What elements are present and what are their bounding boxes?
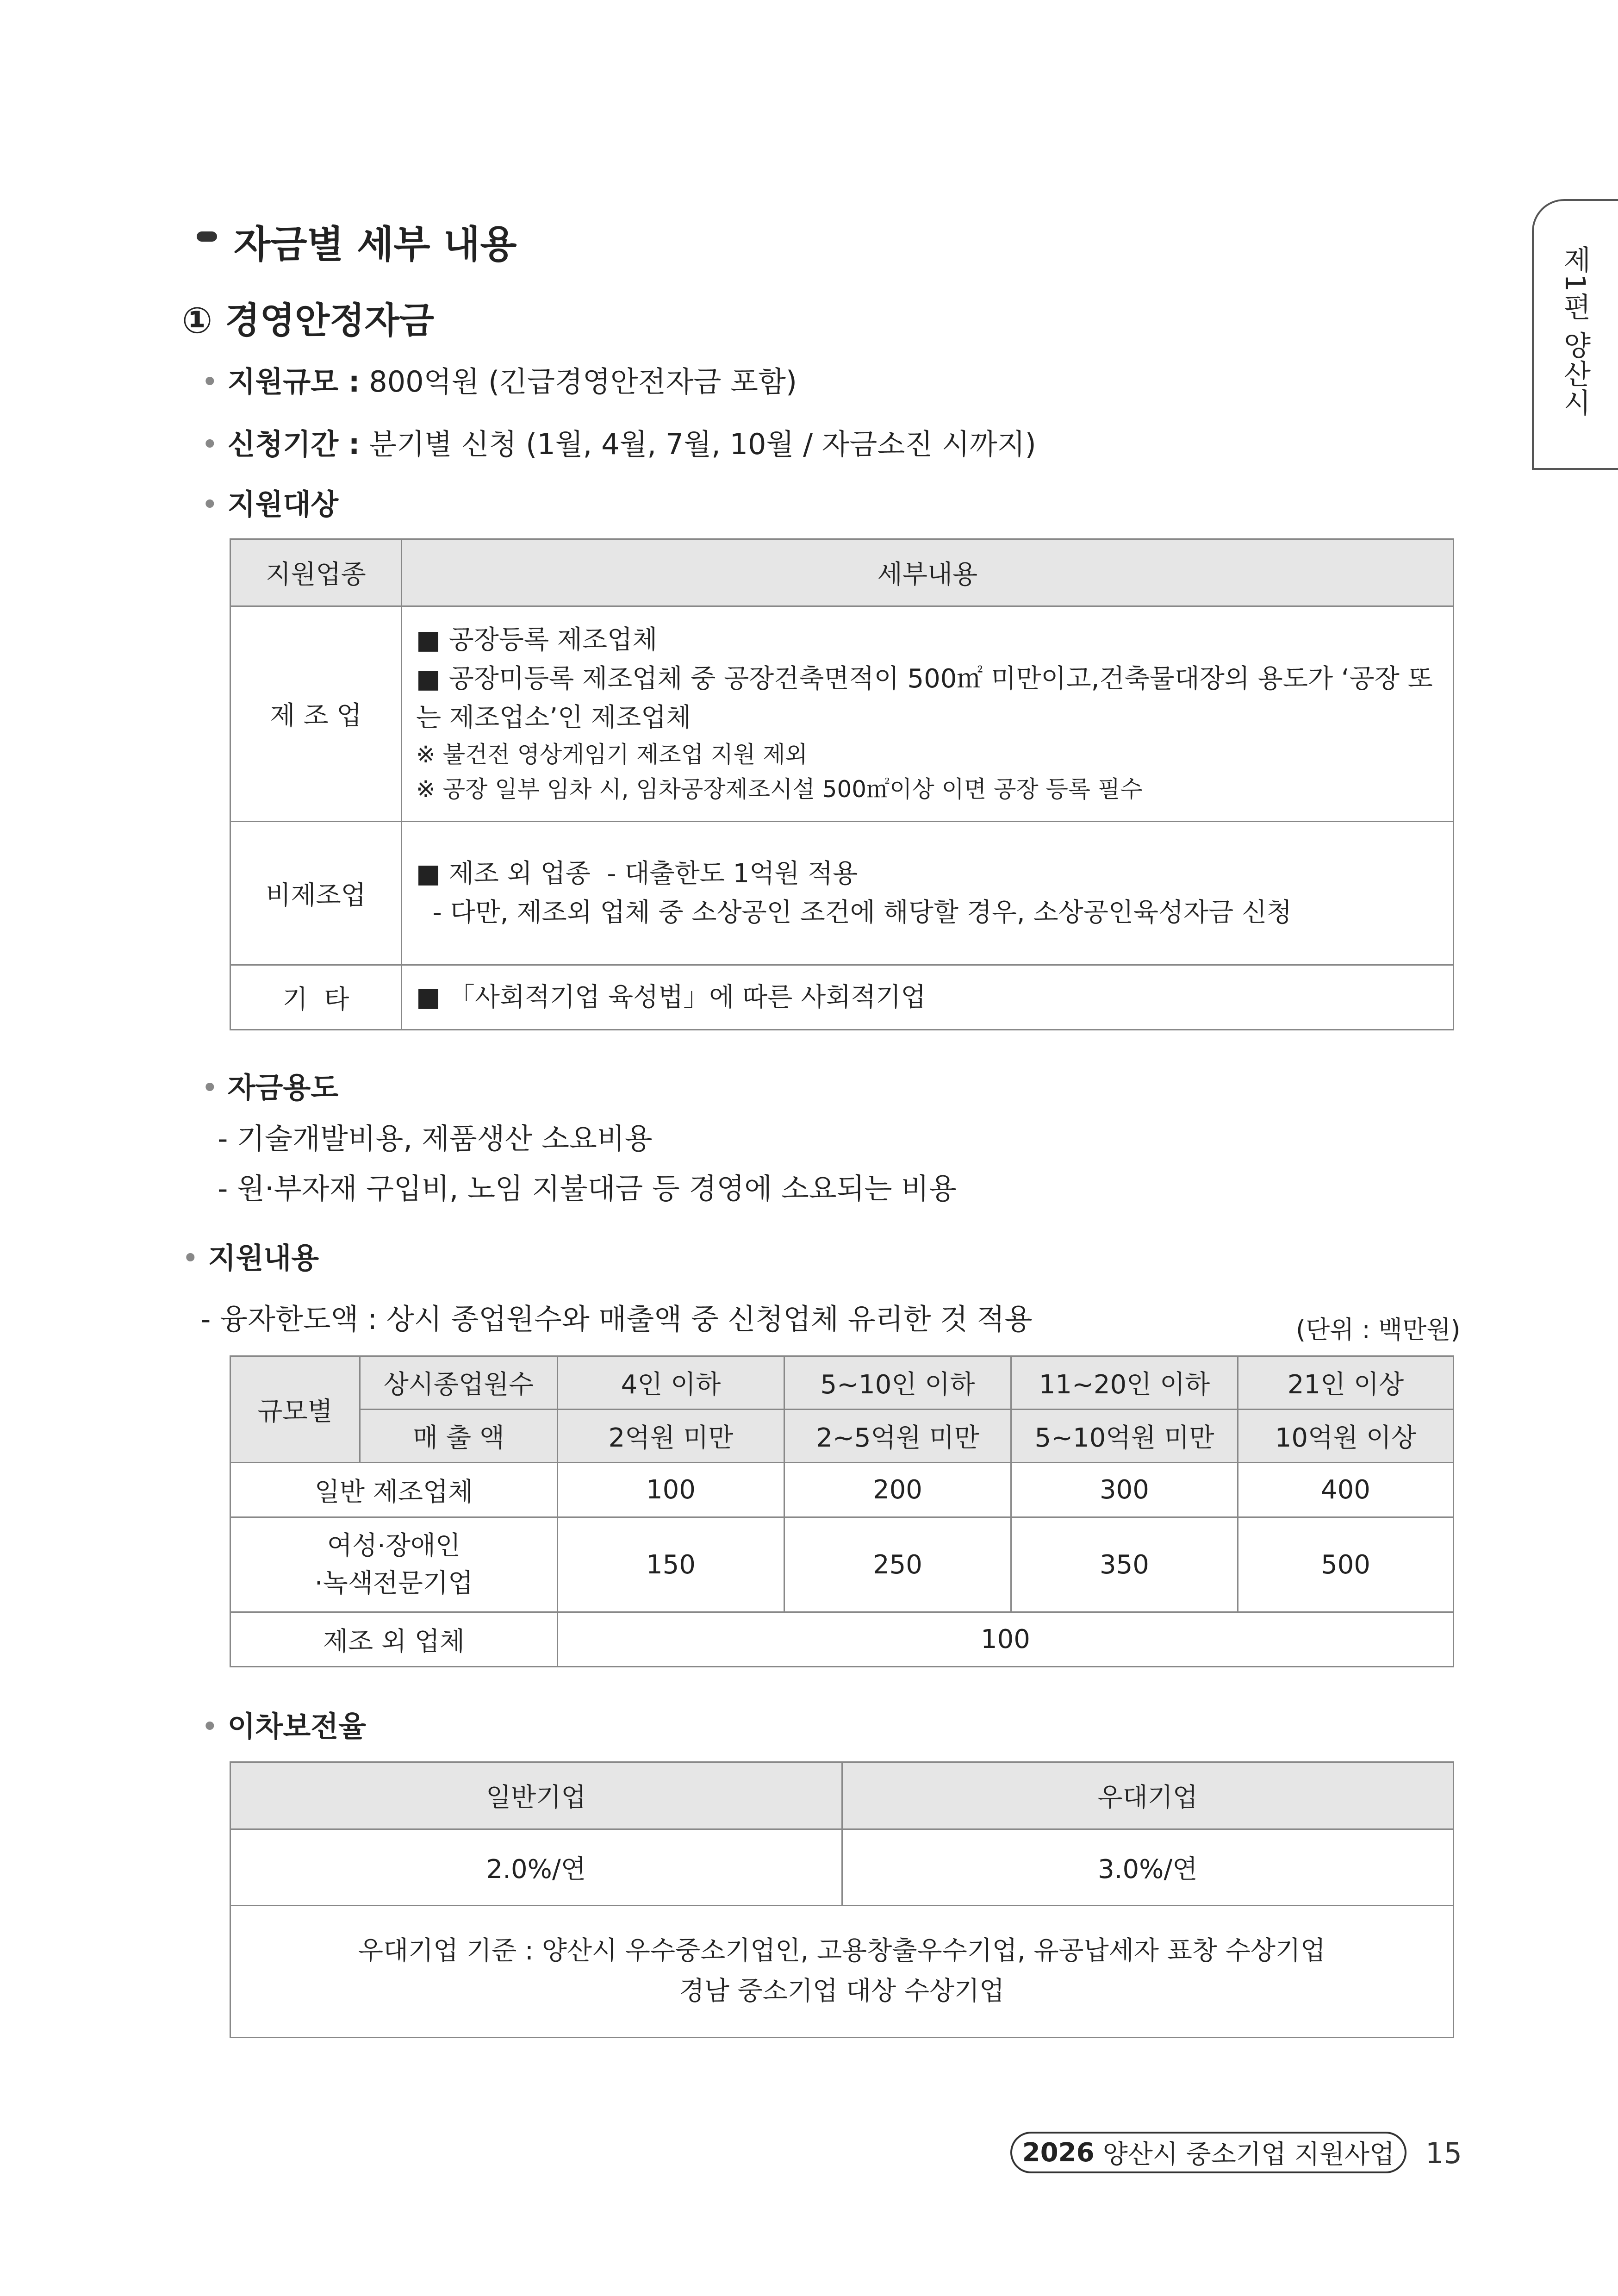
usage-heading: • 자금용도 bbox=[201, 1071, 339, 1104]
loan-limit: - 융자한도액 : 상시 종업원수와 매출액 중 신청업체 유리한 것 적용 bbox=[200, 1302, 1033, 1336]
table-header: 11~20인 이하 bbox=[1011, 1356, 1238, 1410]
detail-cell: ■ 공장등록 제조업체 ■ 공장미등록 제조업체 중 공장건축면적이 500㎡ 미만이고,건축물대장의 용도가 ‘공장 또는 제조업소’인 제조업체 ※ 불건전 영상게임기 제조업 지원 제외 ※ 공장 일부 임차 시, 임차공장제조시설 500㎡이상 이면 공장 등록 필수 bbox=[402, 606, 1454, 822]
section-bullet-icon bbox=[197, 231, 217, 242]
usage-item: - 기술개발비용, 제품생산 소요비용 bbox=[218, 1122, 653, 1155]
table-header: 5~10인 이하 bbox=[784, 1356, 1011, 1410]
table-header: 매 출 액 bbox=[360, 1410, 558, 1463]
table-header: 일반기업 bbox=[230, 1762, 842, 1829]
table-header: 지원업종 bbox=[230, 539, 402, 606]
bullet-dot-icon: • bbox=[182, 1241, 199, 1275]
usage-item: - 원·부자재 구입비, 노임 지불대금 등 경영에 소요되는 비용 bbox=[218, 1172, 957, 1205]
bullet-dot-icon: • bbox=[201, 487, 218, 521]
application-period bbox=[201, 421, 1036, 462]
bullet-dot-icon: • bbox=[201, 427, 218, 461]
table-header: 2~5억원 미만 bbox=[784, 1410, 1011, 1463]
bullet-dot-icon: • bbox=[201, 1071, 218, 1104]
interest-table bbox=[230, 1761, 1454, 2038]
target-heading: • 지원대상 bbox=[201, 487, 339, 521]
application-period-label: 신청기간 : bbox=[227, 427, 360, 461]
detail-cell: ■ 「사회적기업 육성법」에 따른 사회적기업 bbox=[402, 965, 1454, 1030]
bullet-dot-icon: • bbox=[201, 365, 218, 399]
table-header: 5~10억원 미만 bbox=[1011, 1410, 1238, 1463]
table-header: 2억원 미만 bbox=[558, 1410, 784, 1463]
category-cell: 비제조업 bbox=[230, 822, 402, 965]
support-heading: • 지원내용 bbox=[182, 1241, 319, 1275]
support-scale bbox=[201, 359, 797, 400]
table-header: 4인 이하 bbox=[558, 1356, 784, 1410]
category-cell: 기 타 bbox=[230, 965, 402, 1030]
detail-cell: ■ 제조 외 업종 - 대출한도 1억원 적용 - 다만, 제조외 업체 중 소상공인 조건에 해당할 경우, 소상공인육성자금 신청 bbox=[402, 822, 1454, 965]
interest-heading: • 이차보전율 bbox=[201, 1710, 367, 1743]
table-header: 규모별 bbox=[230, 1356, 360, 1463]
table-row bbox=[230, 822, 1454, 965]
section-title: 자금별 세부 내용 bbox=[234, 223, 517, 267]
footer-title: 2026 양산시 중소기업 지원사업 bbox=[1010, 2132, 1406, 2173]
table-header: 상시종업원수 bbox=[360, 1356, 558, 1410]
category-cell: 제 조 업 bbox=[230, 606, 402, 822]
chapter-tab-label: 제1편 양산시 bbox=[1559, 245, 1591, 418]
table-header: 10억원 이상 bbox=[1238, 1410, 1454, 1463]
table-header: 세부내용 bbox=[402, 539, 1454, 606]
application-period-value: 분기별 신청 (1월, 4월, 7월, 10월 / 자금소진 시까지) bbox=[369, 427, 1036, 461]
bullet-dot-icon: • bbox=[201, 1710, 218, 1743]
table-header: 21인 이상 bbox=[1238, 1356, 1454, 1410]
table-row: 제조 외 업체 100 bbox=[230, 1612, 1454, 1667]
table-row: 우대기업 기준 : 양산시 우수중소기업인, 고용창출우수기업, 유공납세자 표창 수상기업 경남 중소기업 대상 수상기업 bbox=[230, 1906, 1454, 2038]
loan-limit-table bbox=[230, 1355, 1454, 1667]
table-row bbox=[230, 965, 1454, 1030]
table-row: 일반 제조업체 100 200 300 400 bbox=[230, 1463, 1454, 1517]
table-row: 2.0%/연 3.0%/연 bbox=[230, 1829, 1454, 1906]
table-row bbox=[230, 606, 1454, 822]
page-number: 15 bbox=[1425, 2136, 1462, 2170]
table-header: 우대기업 bbox=[842, 1762, 1454, 1829]
table-row: 여성·장애인 ·녹색전문기업 150 250 350 500 bbox=[230, 1517, 1454, 1612]
support-scale-label: 지원규모 : bbox=[227, 365, 360, 399]
fund-title: ① 경영안정자금 bbox=[182, 300, 435, 342]
support-scale-value: 800억원 (긴급경영안전자금 포함) bbox=[369, 365, 797, 399]
unit-note: (단위 : 백만원) bbox=[1296, 1315, 1461, 1344]
target-table bbox=[230, 538, 1454, 1030]
